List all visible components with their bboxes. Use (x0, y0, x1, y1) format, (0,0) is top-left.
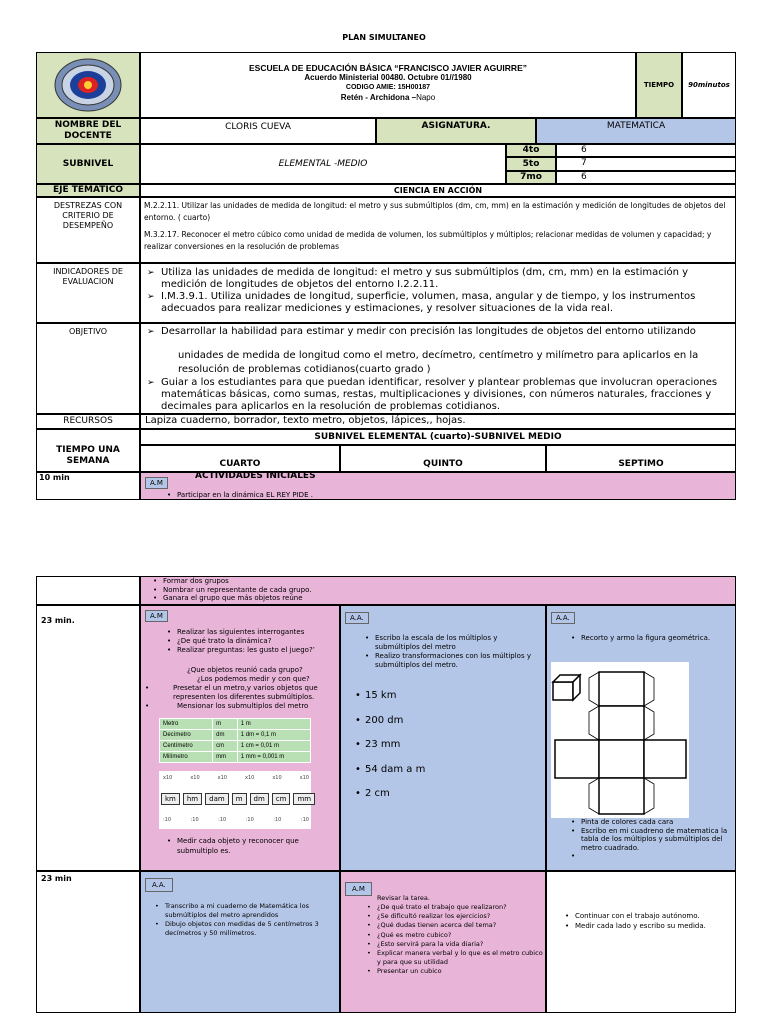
skills-label: DESTREZAS CON CRITERIO DE DESEMPEÑO (36, 197, 140, 263)
page-title: PLAN SIMULTANEO (342, 33, 426, 42)
row2-quinto (340, 605, 546, 871)
column-septimo: SEPTIMO (546, 445, 736, 472)
row3-cuarto (140, 871, 340, 1013)
school-info (140, 52, 636, 118)
objective-item: ➢ Guiar a los estudiantes para que puedan identificar, resolver y plantear problemas que involucran operaciones matemáticas básicas, como sumas, restas, multiplicaciones y divisiones, con números naturales, fracciones y decimales para aplicarlos en la resolución de problemas cotidianos. (143, 377, 732, 413)
school-logo-cell (36, 52, 140, 118)
school-province: Napo (416, 93, 436, 102)
sublevel-value: ELEMENTAL -MEDIO (140, 144, 506, 184)
row2-quinto-tag: A.A. (345, 612, 369, 624)
cuarto-item: • ¿De qué trato la dinámica? (163, 637, 337, 646)
cuarto-item: • Realizar preguntas: les gusto el juego?’ (163, 646, 337, 655)
row3-septimo-item: • Continuar con el trabajo autónomo. (561, 912, 733, 922)
units-row: Centímetro cm 1 cm = 0,01 m (160, 741, 311, 752)
row3-quinto-item: • ¿Esto servirá para la vida diaria? (363, 940, 543, 949)
row1-cont-time (36, 576, 140, 605)
scale-unit: km (161, 793, 180, 805)
cuarto-item: • Presetar el un metro,y varios objetos que representen los diferentes submúltiplos. (141, 684, 337, 702)
row2-septimo-tag: A.A. (551, 612, 575, 624)
scale-diagram (159, 771, 311, 829)
row3-cuarto-item: • Transcribo a mi cuaderno de Matemática los submúltiplos del metro aprendidos (151, 902, 337, 920)
school-amie: CODIGO AMIE: 15H00187 (345, 84, 431, 91)
skills-content (140, 197, 736, 263)
week-header: SUBNIVEL ELEMENTAL (cuarto)-SUBNIVEL MEDIO (140, 429, 736, 445)
quinto-value: • 23 mm (351, 733, 425, 758)
row3-quinto-item: • ¿Se dificultó realizar los ejercicios? (363, 912, 543, 921)
objective-item-continued: unidades de medida de longitud como el metro, decímetro, centímetro y milímetro para aplicarlos en la resolución de problemas cotidianos(cuarto grado ) (178, 350, 699, 375)
row1-item: • Participar en la dinámica EL REY PIDE . (163, 491, 313, 500)
septimo-item: • Recorto y armo la figura geométrica. (567, 634, 733, 643)
week-label: TIEMPO UNA SEMANA (36, 429, 140, 472)
row1-title: ACTIVIDADES INICIALES (195, 471, 316, 481)
scale-divide-row: :10 :10 :10 :10 :10 :10 (163, 817, 309, 823)
teacher-name: CLORIS CUEVA (140, 118, 376, 144)
row3-quinto-item: • ¿Qué es metro cubico? (363, 931, 543, 940)
row1-time: 10 min (36, 472, 140, 500)
row2-septimo (546, 605, 736, 871)
row3-septimo-item: • Medir cada lado y escribo su medida. (561, 922, 733, 932)
grade-count: 7 (556, 157, 736, 171)
quinto-value: • 15 km (351, 684, 425, 709)
scale-units (161, 793, 315, 805)
quinto-item: • Escribo la escala de los múltiplos y submúltiplos del metro (361, 634, 543, 652)
grade-label: 7mo (506, 171, 556, 184)
septimo-item: • Escribo en mi cuadreno de matematica la tabla de los múltiplos y submúltiplos del metro cuadrado. (567, 827, 733, 853)
indicators-label: INDICADORES DE EVALUACION (36, 263, 140, 323)
school-name: ESCUELA DE EDUCACIÓN BÁSICA “FRANCISCO JAVIER AGUIRRE” (248, 63, 527, 73)
column-cuarto: CUARTO (140, 445, 340, 472)
column-quinto: QUINTO (340, 445, 546, 472)
subject-value: MATEMATICA (536, 118, 736, 144)
scale-unit: hm (183, 793, 202, 805)
resources-value: Lapiza cuaderno, borrador, texto metro, objetos, lápices,, hojas. (140, 414, 736, 429)
row3-quinto-item: • Presentar un cubico (363, 967, 543, 976)
cube-net-image (551, 662, 689, 818)
row3-quinto-item: • ¿De qué trato el trabajo que realizaron? (363, 903, 543, 912)
axis-label: EJE TEMÁTICO (36, 184, 140, 197)
indicators-content (140, 263, 736, 323)
row3-time: 23 min (36, 871, 140, 1013)
time-label: TIEMPO (636, 52, 682, 118)
sublevel-label: SUBNIVEL (36, 144, 140, 184)
time-value: 90minutos (682, 52, 736, 118)
row3-cuarto-tag: A.A. (145, 878, 173, 892)
row1-cont-item: • Nombrar un representante de cada grupo. (149, 586, 735, 595)
row1-cont-item: • Ganara el grupo que más objetos reúne (149, 594, 735, 603)
objective-content (140, 323, 736, 414)
quinto-item: • Realizo transformaciones con los múltiplos y submúltiplos del metro. (361, 652, 543, 670)
school-logo-icon (53, 57, 123, 113)
row2-cuarto-tag: A.M (145, 610, 168, 622)
subject-label: ASIGNATURA. (376, 118, 536, 144)
units-row: Milímetro mm 1 mm = 0,001 m (160, 752, 311, 763)
row1-cont-item: • Formar dos grupos (149, 577, 735, 586)
quinto-value: • 200 dm (351, 709, 425, 734)
row1-tag: A.M (145, 477, 168, 489)
row1-cont-activities (140, 576, 736, 605)
school-location: Retén - Archidona – (340, 93, 417, 102)
skill-item: M.2.2.11. Utilizar las unidades de medida de longitud: el metro y sus submúltiplos (dm, cm, mm) en la estimación y medición de longitudes de objetos del entorno. ( cuarto) (144, 201, 726, 222)
cuarto-question: ¿Los podemos medir y con que? (197, 675, 310, 683)
row3-quinto-intro: Revisar la tarea. (377, 894, 430, 902)
grade-count: 6 (556, 144, 736, 157)
axis-value: CIENCIA EN ACCIÓN (140, 184, 736, 197)
row3-quinto (340, 871, 546, 1013)
quinto-value: • 54 dam a m (351, 758, 425, 783)
row3-quinto-item: • Explicar manera verbal y lo que es el metro cubico y para que su utilidad (363, 949, 543, 967)
scale-unit: dm (250, 793, 269, 805)
cuarto-item: • Realizar las siguientes interrogantes (163, 628, 337, 637)
scale-multiply-row: x10 x10 x10 x10 x10 x10 (163, 775, 309, 781)
row3-cuarto-item: • Dibujo objetos con medidas de 5 centímetros 3 decímetros y 50 milímetros. (151, 920, 337, 938)
objective-item: ➢ Desarrollar la habilidad para estimar y medir con precisión las longitudes de objetos del entorno utilizando (143, 326, 732, 338)
cuarto-question: ¿Que objetos reunió cada grupo? (187, 666, 303, 674)
indicator-item: ➢ I.M.3.9.1. Utiliza unidades de longitud, superficie, volumen, masa, angular y de tiempo, y los instrumentos adecuados para realizar mediciones y estimaciones, y resolver situaciones de la vida real. (143, 291, 732, 315)
row1-activities (140, 472, 736, 500)
quinto-value: • 2 cm (351, 782, 425, 807)
resources-label: RECURSOS (36, 414, 140, 429)
row3-septimo (546, 871, 736, 1013)
scale-unit: dam (205, 793, 229, 805)
school-agreement: Acuerdo Ministerial 00480. Octubre 01//1980 (304, 73, 472, 82)
cuarto-item: • Medir cada objeto y reconocer que submultiplo es. (163, 836, 337, 856)
scale-unit: mm (293, 793, 315, 805)
indicator-item: ➢ Utiliza las unidades de medida de longitud: el metro y sus submúltiplos (dm, cm, mm) en la estimación y medición de longitudes de objetos del entorno I.2.2.11. (143, 267, 732, 291)
grade-count: 6 (556, 171, 736, 184)
scale-unit: cm (272, 793, 291, 805)
objective-label: OBJETIVO (36, 323, 140, 414)
grade-label: 5to (506, 157, 556, 171)
cuarto-item: • Mensionar los submultiplos del metro (141, 702, 337, 711)
teacher-label: NOMBRE DEL DOCENTE (36, 118, 140, 144)
grade-label: 4to (506, 144, 556, 157)
units-table (159, 718, 311, 763)
row2-time: 23 min. (36, 605, 140, 871)
septimo-item: • Pinta de colores cada cara (567, 818, 733, 827)
scale-unit: m (232, 793, 247, 805)
units-row: Metro m 1 m (160, 719, 311, 730)
row3-quinto-item: • ¿Qué dudas tienen acerca del tema? (363, 921, 543, 930)
row2-cuarto (140, 605, 340, 871)
skill-item: M.3.2.17. Reconocer el metro cúbico como unidad de medida de volumen, los submúltiplos y múltiplos; relacionar medidas de volumen y capacidad; y realizar conversiones en la resolución de problemas (144, 230, 712, 251)
cube-net-icon (551, 662, 689, 818)
units-row: Decímetro dm 1 dm = 0,1 m (160, 730, 311, 741)
row3-quinto-tag: A.M (345, 882, 372, 896)
